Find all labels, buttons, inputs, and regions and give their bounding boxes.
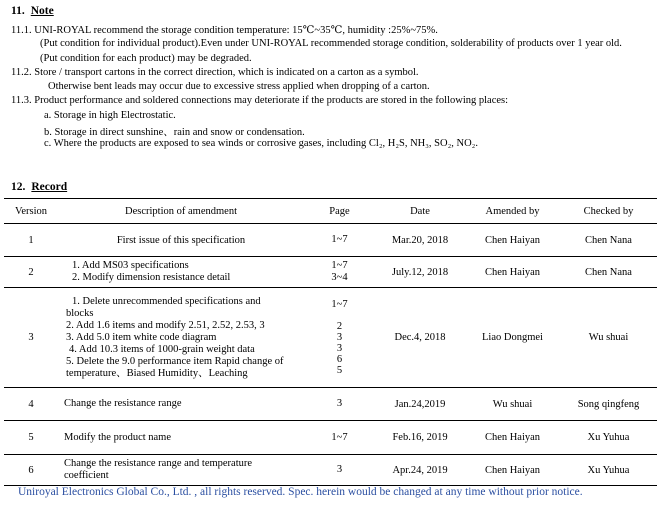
- cell-amended-by: Chen Haiyan: [465, 455, 560, 486]
- header-amended-by: Amended by: [465, 199, 560, 224]
- header-description: Description of amendment: [58, 199, 304, 224]
- note-line: a. Storage in high Electrostatic.: [44, 110, 176, 121]
- cell-date: Apr.24, 2019: [375, 455, 465, 486]
- table-row: [4, 288, 657, 388]
- cell-date: Jan.24,2019: [375, 388, 465, 421]
- table-row: [4, 257, 657, 288]
- cell-description: [58, 421, 304, 455]
- page-value: 3: [336, 332, 343, 343]
- page-value: 1~7: [331, 299, 348, 310]
- cell-description: [58, 388, 304, 421]
- page-value: 1~7: [331, 234, 348, 245]
- page-value: 6: [336, 354, 343, 365]
- description-line: 2. Modify dimension resistance detail: [72, 272, 231, 283]
- cell-amended-by: Wu shuai: [465, 388, 560, 421]
- table-row: [4, 455, 657, 486]
- page-value: 3: [336, 343, 343, 354]
- cell-page: [304, 388, 375, 421]
- note-line: 11.1. UNI-ROYAL recommend the storage condition temperature: 15℃~35℃, humidity :25%~75%.: [11, 25, 438, 36]
- header-checked-by: Checked by: [560, 199, 657, 224]
- description-line: coefficient: [64, 470, 109, 481]
- description-line: Modify the product name: [64, 431, 172, 443]
- cell-amended-by: Liao Dongmei: [465, 288, 560, 388]
- record-section-number: 12.: [11, 181, 26, 193]
- cell-page: [304, 224, 375, 257]
- description-line: First issue of this specification: [116, 234, 246, 246]
- description-line: 2. Add 1.6 items and modify 2.51, 2.52, 2.53, 3: [66, 319, 265, 331]
- cell-version: 3: [4, 288, 58, 388]
- cell-description: [58, 288, 304, 388]
- page-value: 1~7: [331, 431, 348, 443]
- cell-page: [304, 257, 375, 288]
- cell-checked-by: Song qingfeng: [560, 388, 657, 421]
- page-value: 3~4: [331, 272, 348, 283]
- page-value: 5: [336, 365, 343, 376]
- description-line: 1. Delete unrecommended specifications and: [72, 295, 261, 307]
- cell-version: 2: [4, 257, 58, 288]
- cell-amended-by: Chen Haiyan: [465, 224, 560, 257]
- cell-description: [58, 257, 304, 288]
- description-line: Change the resistance range: [64, 398, 182, 409]
- description-line: blocks: [66, 307, 94, 319]
- cell-checked-by: Xu Yuhua: [560, 455, 657, 486]
- page-value: 1~7: [331, 260, 348, 271]
- record-table-header-row: [4, 199, 657, 224]
- cell-date: Feb.16, 2019: [375, 421, 465, 455]
- note-section-label: Note: [30, 5, 54, 17]
- note-line: 11.2. Store / transport cartons in the correct direction, which is indicated on a carton as a symbol.: [11, 67, 419, 78]
- cell-checked-by: Xu Yuhua: [560, 421, 657, 455]
- cell-page: [304, 421, 375, 455]
- note-line: c. Where the products are exposed to sea winds or corrosive gases, including Cl₂, H₂S, NH₃, SO₂, NO₂.: [44, 138, 478, 149]
- cell-version: 5: [4, 421, 58, 455]
- page-value: 2: [336, 321, 343, 332]
- note-line: b. Storage in direct sunshine、rain and snow or condensation.: [44, 127, 305, 138]
- note-line: (Put condition for each product) may be degraded.: [40, 53, 252, 64]
- description-line: Change the resistance range and temperature: [64, 458, 253, 469]
- cell-version: 4: [4, 388, 58, 421]
- note-section-number: 11.: [11, 5, 25, 17]
- cell-version: 1: [4, 224, 58, 257]
- record-table: [4, 198, 657, 486]
- header-version: Version: [4, 199, 58, 224]
- page-value: 3: [336, 464, 343, 475]
- cell-amended-by: Chen Haiyan: [465, 257, 560, 288]
- record-section-title: [11, 181, 67, 193]
- cell-date: July.12, 2018: [375, 257, 465, 288]
- table-row: [4, 421, 657, 455]
- page-value: [305, 311, 374, 321]
- header-page: Page: [304, 199, 375, 224]
- note-line: 11.3. Product performance and soldered connections may deteriorate if the products are stored in the following places:: [11, 95, 509, 106]
- note-line: Otherwise bent leads may occur due to excessive stress applied when dropping of a carton.: [48, 81, 430, 92]
- cell-checked-by: Chen Nana: [560, 224, 657, 257]
- cell-date: Mar.20, 2018: [375, 224, 465, 257]
- cell-description: [58, 224, 304, 257]
- description-line: 1. Add MS03 specifications: [72, 260, 189, 271]
- description-line: 5. Delete the 9.0 performance item Rapid change of: [66, 355, 284, 367]
- cell-description: [58, 455, 304, 486]
- description-line: temperature、Biased Humidity、Leaching: [66, 367, 248, 379]
- note-section-title: [11, 5, 54, 17]
- cell-checked-by: Chen Nana: [560, 257, 657, 288]
- table-row: [4, 224, 657, 257]
- cell-version: 6: [4, 455, 58, 486]
- table-row: [4, 388, 657, 421]
- cell-checked-by: Wu shuai: [560, 288, 657, 388]
- note-line: (Put condition for individual product).Even under UNI-ROYAL recommended storage condition, solderability of products over 1 year old.: [40, 38, 622, 49]
- footer-copyright: Uniroyal Electronics Global Co., Ltd. , all rights reserved. Spec. herein would be changed at any time without prior notice.: [18, 486, 583, 498]
- page-value: 3: [336, 398, 343, 409]
- record-section-label: Record: [31, 181, 68, 193]
- cell-date: Dec.4, 2018: [375, 288, 465, 388]
- cell-amended-by: Chen Haiyan: [465, 421, 560, 455]
- description-line: 4. Add 10.3 items of 1000-grain weight data: [69, 343, 255, 355]
- cell-page: [304, 455, 375, 486]
- description-line: 3. Add 5.0 item white code diagram: [66, 331, 217, 343]
- cell-page: [304, 288, 375, 388]
- header-date: Date: [375, 199, 465, 224]
